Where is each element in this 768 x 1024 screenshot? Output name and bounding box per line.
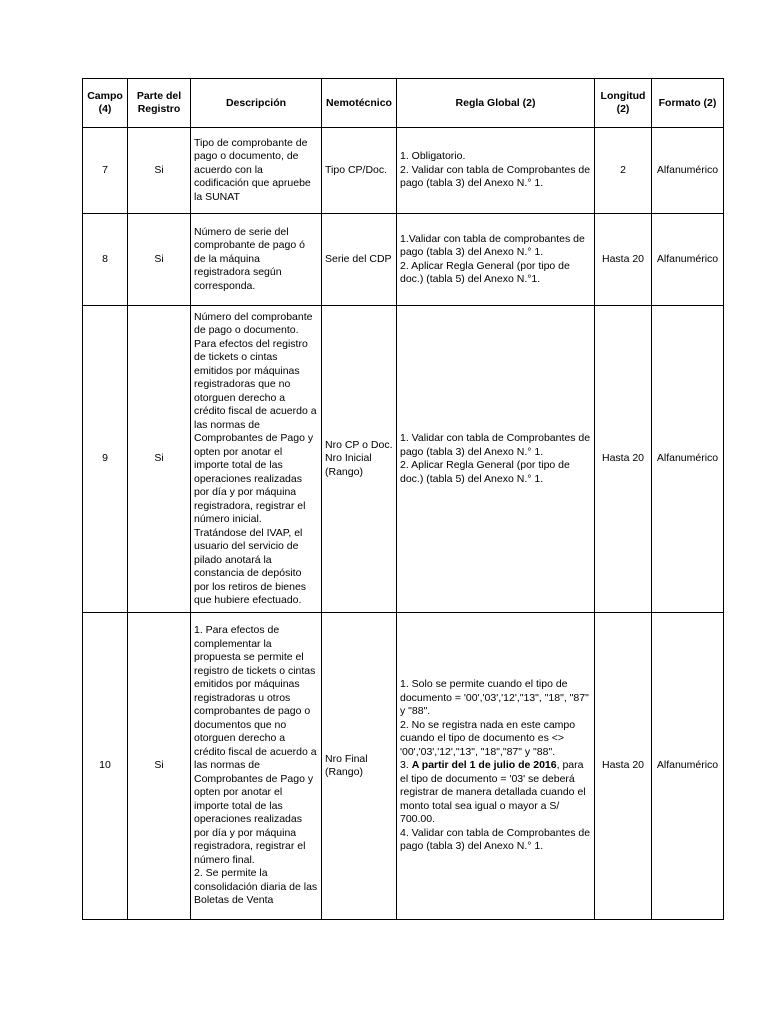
regla-item-3-text: , para el tipo de documento = '03' se deberá registrar de manera detallada cuando el monto total sea igual o mayor a S/ 700.00.	[400, 759, 586, 826]
table-row	[83, 128, 724, 214]
cell-formato: Alfanumérico	[652, 128, 724, 214]
cell-nemotecnico: Nro Final (Rango)	[322, 613, 397, 920]
cell-regla: 1. Obligatorio. 2. Validar con tabla de Comprobantes de pago (tabla 3) del Anexo N.° 1.	[397, 128, 595, 214]
cell-formato: Alfanumérico	[652, 306, 724, 613]
cell-regla: 1.Validar con tabla de comprobantes de pago (tabla 3) del Anexo N.° 1. 2. Aplicar Regla General (por tipo de doc.) (tabla 5) del Anexo N.°1.	[397, 214, 595, 306]
cell-parte: Si	[128, 128, 191, 214]
cell-formato: Alfanumérico	[652, 613, 724, 920]
cell-campo: 8	[83, 214, 128, 306]
table-row	[83, 214, 724, 306]
regla-item-1-2: 1. Solo se permite cuando el tipo de documento = '00','03','12',"13", "18", "87" y "88". 2. No se registra nada en este campo cuando el tipo de documento es <> '00','03','12',"13", "18","87" y "88".	[400, 678, 589, 758]
cell-parte: Si	[128, 306, 191, 613]
cell-descripcion: Número de serie del comprobante de pago ó de la máquina registradora según corresponda.	[191, 214, 322, 306]
cell-longitud: Hasta 20	[595, 214, 652, 306]
cell-descripcion: Tipo de comprobante de pago o documento, de acuerdo con la codificación que apruebe la SUNAT	[191, 128, 322, 214]
cell-campo: 9	[83, 306, 128, 613]
table-row	[83, 613, 724, 920]
regla-item-4: 4. Validar con tabla de Comprobantes de pago (tabla 3) del Anexo N.° 1.	[400, 826, 591, 853]
cell-nemotecnico: Tipo CP/Doc.	[322, 128, 397, 214]
cell-descripcion: Número del comprobante de pago o documento. Para efectos del registro de tickets o cintas emitidos por máquinas registradoras que no otorguen derecho a crédito fiscal de acuerdo a las normas de Comprobantes de Pago y opten por anotar el importe total de las operaciones realizadas por día y por máquina registradora, registrar el número inicial. Tratándose del IVAP, el usuario del servicio de pilado anotará la constancia de depósito por los retiros de bienes que hubiere efectuado.	[191, 306, 322, 613]
header-campo: Campo (4)	[83, 79, 128, 128]
header-parte-registro: Parte del Registro	[128, 79, 191, 128]
cell-regla	[397, 613, 595, 920]
header-regla-global: Regla Global (2)	[397, 79, 595, 128]
table-row	[83, 306, 724, 613]
cell-parte: Si	[128, 214, 191, 306]
header-nemotecnico: Nemotécnico	[322, 79, 397, 128]
cell-nemotecnico: Serie del CDP	[322, 214, 397, 306]
cell-regla: 1. Validar con tabla de Comprobantes de pago (tabla 3) del Anexo N.° 1. 2. Aplicar Regla General (por tipo de doc.) (tabla 5) del Anexo N.° 1.	[397, 306, 595, 613]
cell-formato: Alfanumérico	[652, 214, 724, 306]
cell-longitud: Hasta 20	[595, 613, 652, 920]
cell-parte: Si	[128, 613, 191, 920]
header-descripcion: Descripción	[191, 79, 322, 128]
regla-item-3	[400, 759, 591, 827]
table-header-row	[83, 79, 724, 128]
regla-item-3-date: A partir del 1 de julio de 2016	[411, 759, 557, 772]
header-formato: Formato (2)	[652, 79, 724, 128]
cell-campo: 7	[83, 128, 128, 214]
cell-campo: 10	[83, 613, 128, 920]
cell-longitud: Hasta 20	[595, 306, 652, 613]
cell-longitud: 2	[595, 128, 652, 214]
regla-item-3-prefix: 3.	[400, 759, 412, 772]
header-longitud: Longitud (2)	[595, 79, 652, 128]
field-spec-table	[82, 78, 724, 920]
cell-descripcion: 1. Para efectos de complementar la propuesta se permite el registro de tickets o cintas emitidos por máquinas registradoras u otros comprobantes de pago o documentos que no otorguen derecho a crédito fiscal de acuerdo a las normas de Comprobantes de Pago y opten por anotar el importe total de las operaciones realizadas por día y por máquina registradora, registrar el número final. 2. Se permite la consolidación diaria de las Boletas de Venta	[191, 613, 322, 920]
cell-nemotecnico: Nro CP o Doc. Nro Inicial (Rango)	[322, 306, 397, 613]
